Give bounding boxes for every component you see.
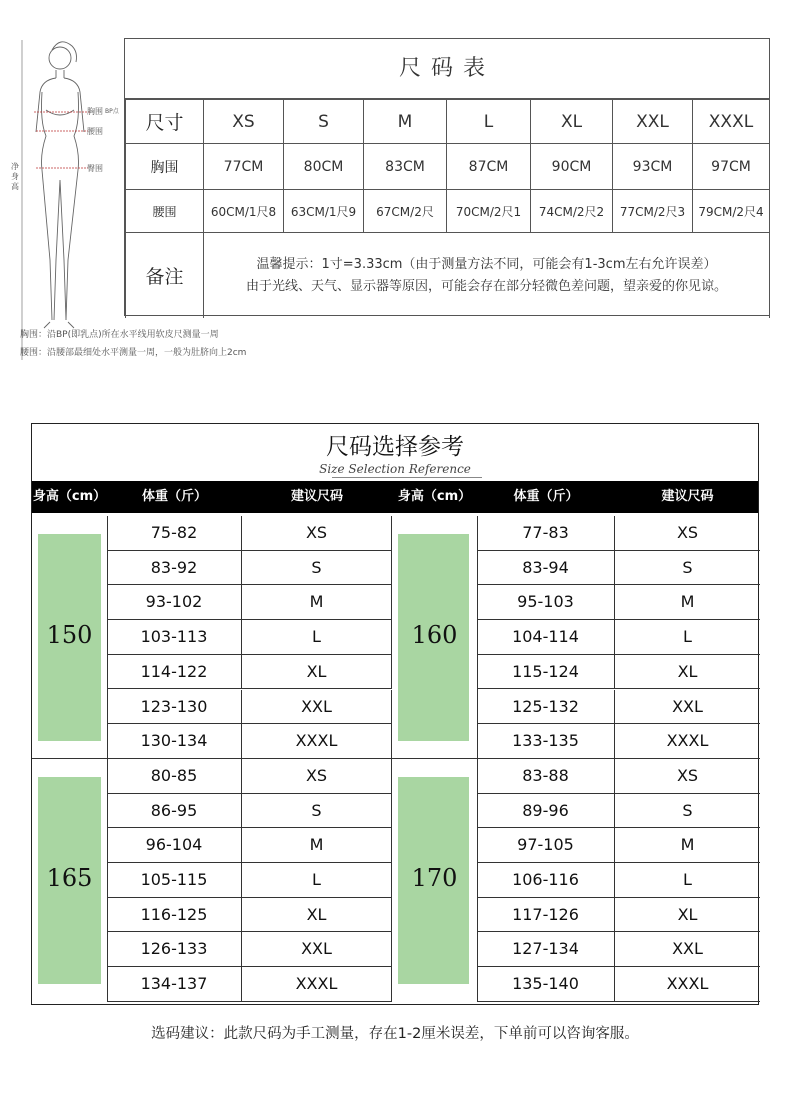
recommended-size-cell: M [615, 828, 760, 863]
size-chart [124, 38, 770, 316]
footer-advice: 选码建议：此款尺码为手工测量，存在1-2厘米误差，下单前可以咨询客服。 [151, 1026, 639, 1042]
weight-cell: 105-115 [107, 863, 242, 898]
body-figure [8, 30, 120, 370]
recommended-size-cell: L [242, 863, 392, 898]
recommended-size-cell: L [242, 620, 392, 655]
selection-header-bar [32, 481, 758, 513]
weight-cell: 93-102 [107, 585, 242, 620]
weight-cell: 126-133 [107, 932, 242, 967]
bust-cell: 83CM [364, 144, 447, 190]
recommended-size-cell: L [615, 620, 760, 655]
header-size-left: 建议尺码 [290, 489, 343, 504]
weight-cell: 83-92 [107, 551, 242, 586]
recommended-size-cell: XS [615, 759, 760, 794]
weight-cell: 83-88 [477, 759, 615, 794]
bust-cell: 77CM [204, 144, 284, 190]
waist-cell: 74CM/2尺2 [531, 190, 613, 233]
bust-cell: 80CM [284, 144, 364, 190]
size-cell: XXL [613, 100, 693, 144]
recommended-size-cell: M [242, 585, 392, 620]
note-line-1: 温馨提示：1寸=3.33cm（由于测量方法不同，可能会有1-3cm左右允许误差） [256, 256, 717, 272]
recommended-size-cell: XXXL [242, 967, 392, 1002]
recommended-size-cell: XXL [242, 932, 392, 967]
bust-cell: 87CM [447, 144, 531, 190]
weight-cell: 80-85 [107, 759, 242, 794]
header-size-right: 建议尺码 [661, 489, 714, 504]
measure-note-waist: 腰围：沿腰部最细处水平测量一周，一般为肚脐向上2cm [20, 348, 247, 358]
height-value: 165 [46, 864, 93, 893]
recommended-size-cell: S [242, 551, 392, 586]
recommended-size-cell: XS [242, 516, 392, 551]
weight-cell: 114-122 [107, 655, 242, 690]
note-row [126, 233, 770, 319]
weight-cell: 104-114 [477, 620, 615, 655]
size-cell: S [284, 100, 364, 144]
recommended-size-cell: S [615, 794, 760, 829]
size-chart-grid [125, 99, 770, 318]
weight-cell: 134-137 [107, 967, 242, 1002]
header-weight-left: 体重（斤） [141, 489, 207, 504]
header-height-left: 身高（cm） [32, 489, 107, 504]
weight-cell: 89-96 [477, 794, 615, 829]
weight-cell: 130-134 [107, 724, 242, 759]
figure-label-waist: 腰围 [87, 127, 103, 136]
waist-cell: 60CM/1尺8 [204, 190, 284, 233]
bust-row [126, 144, 770, 190]
selection-title: 尺码选择参考 [326, 434, 464, 460]
recommended-size-cell: XXL [615, 690, 760, 725]
waist-cell: 67CM/2尺 [364, 190, 447, 233]
recommended-size-cell: XL [615, 655, 760, 690]
bust-cell: 90CM [531, 144, 613, 190]
recommended-size-cell: M [615, 585, 760, 620]
recommended-size-cell: XL [242, 898, 392, 933]
recommended-size-cell: XS [615, 516, 760, 551]
waist-cell: 79CM/2尺4 [693, 190, 770, 233]
weight-cell: 106-116 [477, 863, 615, 898]
height-value: 160 [411, 621, 458, 650]
weight-cell: 116-125 [107, 898, 242, 933]
weight-cell: 103-113 [107, 620, 242, 655]
size-cell: XXXL [693, 100, 770, 144]
weight-cell: 75-82 [107, 516, 242, 551]
size-cell: XL [531, 100, 613, 144]
waist-cell: 70CM/2尺1 [447, 190, 531, 233]
bust-cell: 97CM [693, 144, 770, 190]
size-row [126, 100, 770, 144]
measure-note-bust: 胸围：沿BP(即乳点)所在水平线用软皮尺测量一周 [20, 330, 219, 340]
recommended-size-cell: XS [242, 759, 392, 794]
note-text [204, 233, 770, 319]
waist-cell: 63CM/1尺9 [284, 190, 364, 233]
weight-cell: 125-132 [477, 690, 615, 725]
size-cell: L [447, 100, 531, 144]
weight-cell: 83-94 [477, 551, 615, 586]
weight-cell: 127-134 [477, 932, 615, 967]
weight-cell: 123-130 [107, 690, 242, 725]
bust-cell: 93CM [613, 144, 693, 190]
recommended-size-cell: L [615, 863, 760, 898]
row-header-waist: 腰围 [126, 190, 204, 233]
weight-cell: 96-104 [107, 828, 242, 863]
figure-label-bp: BP点 [105, 108, 119, 115]
recommended-size-cell: S [242, 794, 392, 829]
recommended-size-cell: XL [615, 898, 760, 933]
figure-label-height: 净身高 [11, 162, 19, 191]
weight-cell: 115-124 [477, 655, 615, 690]
selection-subtitle: Size Selection Reference [319, 462, 471, 476]
size-chart-title: 尺码表 [125, 39, 769, 99]
weight-cell: 135-140 [477, 967, 615, 1002]
recommended-size-cell: XXL [615, 932, 760, 967]
row-header-bust: 胸围 [126, 144, 204, 190]
waist-cell: 77CM/2尺3 [613, 190, 693, 233]
body-silhouette-icon [8, 30, 120, 370]
row-header-size: 尺寸 [126, 100, 204, 144]
note-line-2: 由于光线、天气、显示器等原因，可能会存在部分轻微色差问题，望亲爱的你见谅。 [245, 278, 727, 294]
size-cell: M [364, 100, 447, 144]
group-divider [32, 758, 758, 759]
header-height-right: 身高（cm） [397, 489, 472, 504]
recommended-size-cell: M [242, 828, 392, 863]
weight-cell: 86-95 [107, 794, 242, 829]
height-value: 170 [411, 864, 458, 893]
subtitle-underline [332, 477, 482, 478]
weight-cell: 95-103 [477, 585, 615, 620]
recommended-size-cell: XXXL [615, 724, 760, 759]
recommended-size-cell: XXXL [615, 967, 760, 1002]
waist-row [126, 190, 770, 233]
weight-cell: 97-105 [477, 828, 615, 863]
recommended-size-cell: XXL [242, 690, 392, 725]
weight-cell: 117-126 [477, 898, 615, 933]
figure-label-bust: 胸围 [87, 107, 103, 116]
recommended-size-cell: XL [242, 655, 392, 690]
row-header-note: 备注 [126, 233, 204, 319]
recommended-size-cell: XXXL [242, 724, 392, 759]
size-selection-table [31, 423, 759, 1005]
figure-label-hip: 臀围 [87, 164, 103, 173]
weight-cell: 133-135 [477, 724, 615, 759]
weight-cell: 77-83 [477, 516, 615, 551]
height-value: 150 [46, 621, 93, 650]
header-weight-right: 体重（斤） [513, 489, 579, 504]
recommended-size-cell: S [615, 551, 760, 586]
size-cell: XS [204, 100, 284, 144]
